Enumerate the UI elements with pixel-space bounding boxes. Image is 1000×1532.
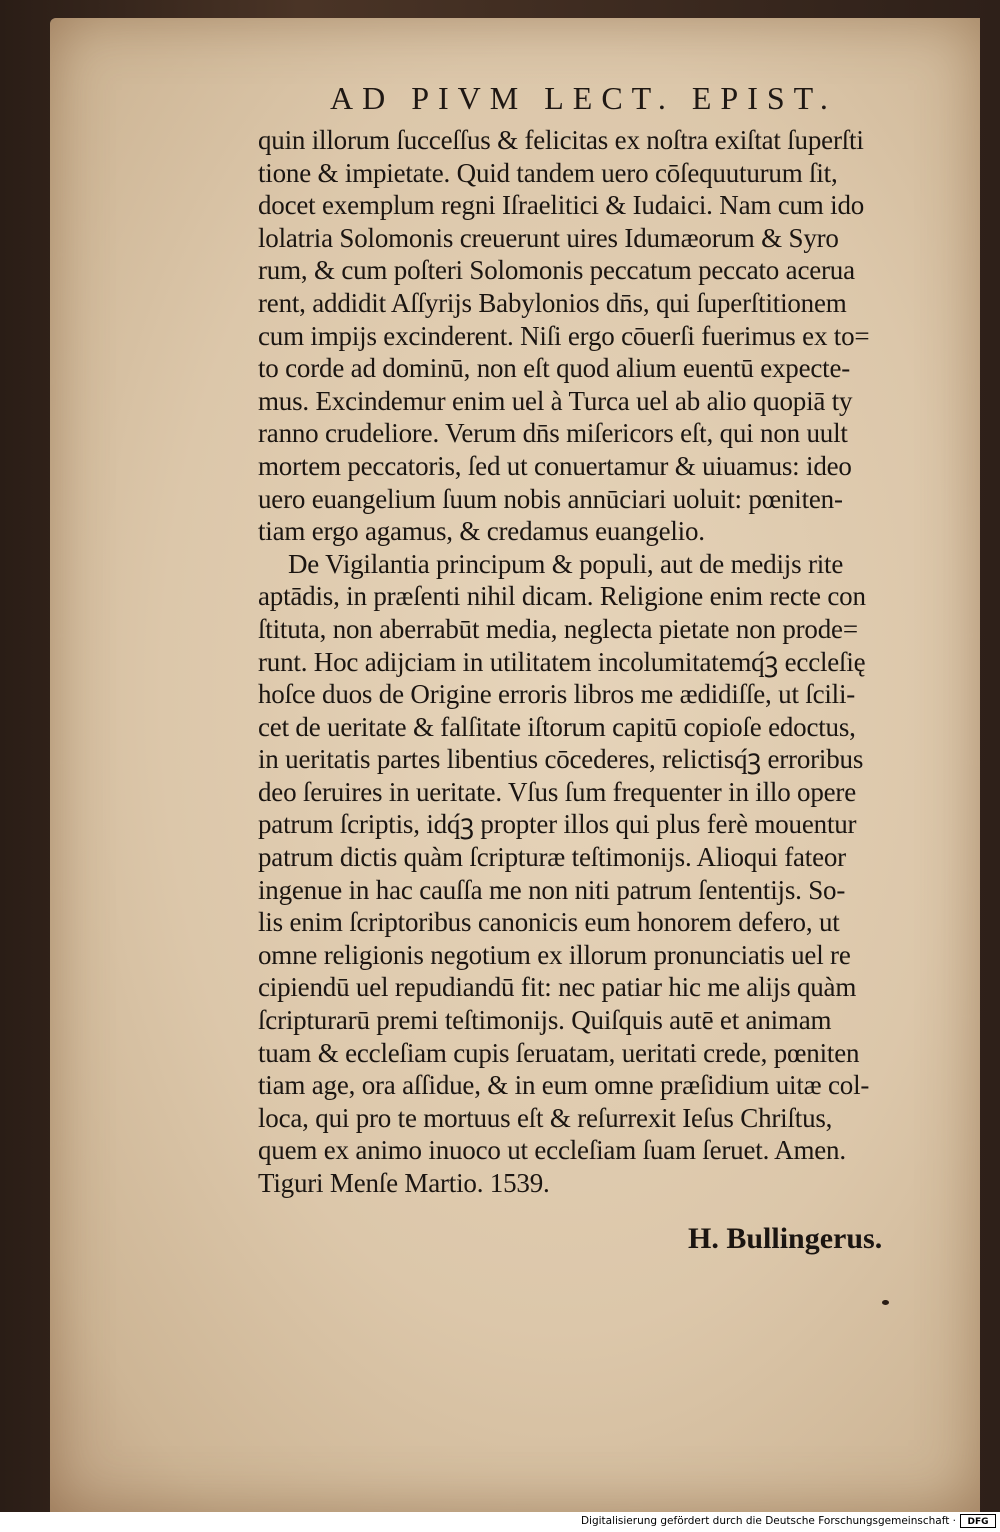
dfg-logo: DFG [960, 1514, 996, 1528]
text-line: ſcripturarū premi teſtimonijs. Quiſquis autē et animam [258, 1005, 832, 1036]
text-line: tiam ergo agamus, & credamus euangelio. [258, 516, 705, 547]
text-line: docet exemplum regni Iſraelitici & Iudaici. Nam cum ido [258, 190, 865, 221]
text-line: cet de ueritate & falſitate iſtorum capitū copioſe edoctus, [258, 711, 856, 742]
text-line: De Vigilantia principum & populi, aut de medijs rite [288, 548, 844, 579]
body-text [258, 124, 958, 1200]
text-line: runt. Hoc adijciam in utilitatem incolumitatemq́ꝫ eccleſię [258, 646, 866, 677]
text-line: loca, qui pro te mortuus eſt & reſurrexit Ieſus Chriſtus, [258, 1102, 833, 1133]
text-line: Tiguri Menſe Martio. 1539. [258, 1168, 550, 1198]
text-line: ſtituta, non aberrabūt media, neglecta pietate non prode= [258, 613, 858, 644]
text-line: tione & impietate. Quid tandem uero cōſequuturum ſit, [258, 157, 838, 188]
text-line: quem ex animo inuoco ut eccleſiam ſuam ſeruet. Amen. [258, 1135, 846, 1166]
funding-credit: Digitalisierung gefördert durch die Deutsche Forschungsgemeinschaft · [580, 1515, 956, 1527]
text-line: omne religionis negotium ex illorum pronunciatis uel re [258, 939, 851, 970]
text-line: lolatria Solomonis creuerunt uires Idumæorum & Syro [258, 222, 839, 253]
running-head: AD PIVM LECT. EPIST. [330, 80, 837, 116]
signature: H. Bullingerus. [688, 1222, 883, 1255]
text-line: deo ſeruires in ueritate. Vſus ſum frequenter in illo opere [258, 776, 857, 807]
text-line: rum, & cum poſteri Solomonis peccatum peccato acerua [258, 255, 855, 286]
text-line: tuam & eccleſiam cupis ſeruatam, ueritati crede, pœniten [258, 1037, 860, 1068]
text-line: ranno crudeliore. Verum dn̄s miſericors eſt, qui non uult [258, 418, 848, 449]
text-line: uero euangelium ſuum nobis annūciari uoluit: pœniten- [258, 483, 843, 514]
text-line: cum impijs excinderent. Niſi ergo cōuerſi fuerimus ex to= [258, 320, 870, 351]
text-line: patrum dictis quàm ſcripturæ teſtimonijs. Alioqui fateor [258, 842, 846, 873]
text-line: quin illorum ſucceſſus & felicitas ex noſtra exiſtat ſuperſti [258, 125, 864, 155]
text-line: cipiendū uel repudiandū fit: nec patiar hic me alijs quàm [258, 972, 857, 1003]
ink-speck [882, 1300, 889, 1305]
text-line: patrum ſcriptis, idq́ꝫ propter illos qui plus ferè mouentur [258, 809, 857, 840]
text-line: aptādis, in præſenti nihil dicam. Religione enim recte con [258, 581, 866, 612]
text-line: in ueritatis partes libentius cōcederes, relictisq́ꝫ erroribus [258, 744, 864, 775]
text-line: ingenue in hac cauſſa me non niti patrum ſententijs. So- [258, 874, 846, 905]
text-line: tiam age, ora aſſidue, & in eum omne præſidium uitæ col- [258, 1070, 870, 1101]
text-line: mortem peccatoris, ſed ut conuertamur & uiuamus: ideo [258, 450, 852, 481]
text-line: mus. Excindemur enim uel à Turca uel ab alio quopiā ty [258, 385, 853, 416]
text-line: to corde ad dominū, non eſt quod alium euentū expecte- [258, 353, 851, 384]
text-line: hoſce duos de Origine erroris libros me ædidiſſe, ut ſcili- [258, 679, 856, 710]
text-line: rent, addidit Aſſyrijs Babylonios dn̄s, qui ſuperſtitionem [258, 287, 847, 318]
text-line: lis enim ſcriptoribus canonicis eum honorem defero, ut [258, 907, 840, 938]
